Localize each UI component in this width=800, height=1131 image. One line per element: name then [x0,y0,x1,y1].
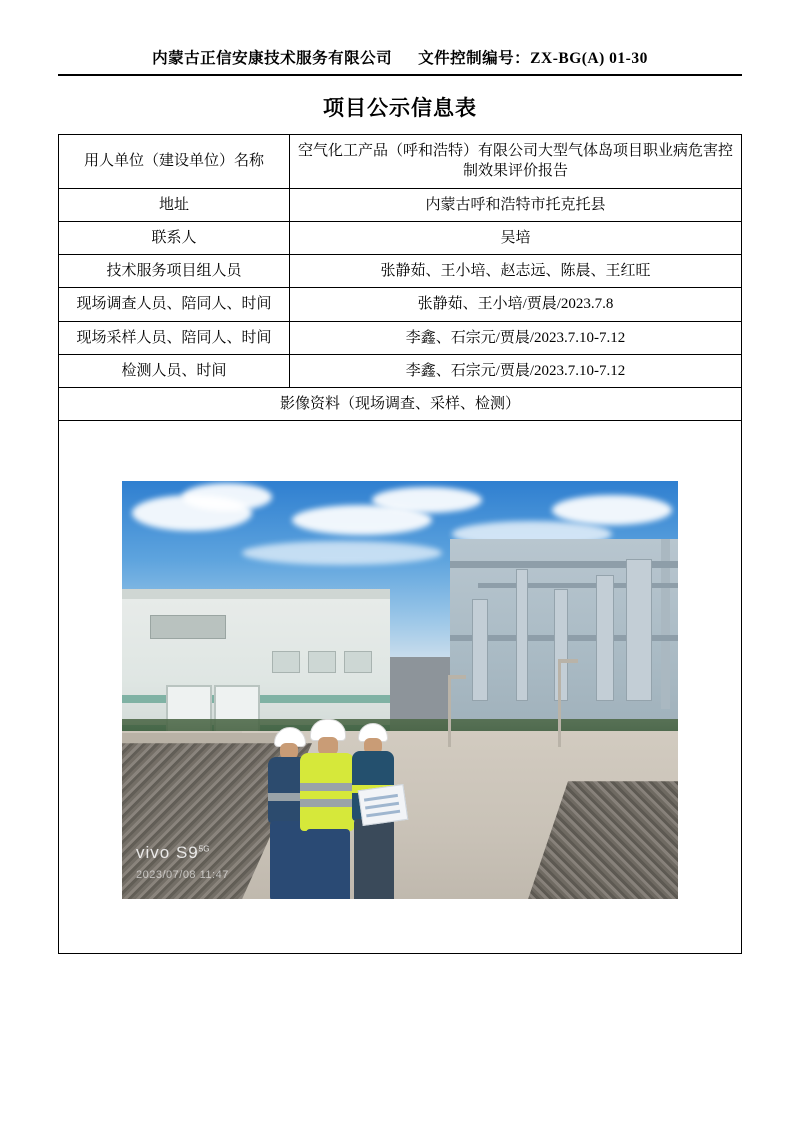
row-value: 空气化工产品（呼和浩特）有限公司大型气体岛项目职业病危害控制效果评价报告 [290,135,742,189]
camera-watermark-date: 2023/07/08 11:47 [136,869,229,882]
row-label: 检测人员、时间 [59,354,290,387]
lamp-post [558,661,561,747]
window [308,651,336,673]
document-control-number: 文件控制编号：ZX-BG(A) 01-30 [418,50,648,67]
photo-cell [59,421,742,954]
column [472,599,488,701]
clipboard-line [365,802,399,810]
media-header-row [59,388,742,421]
trousers [270,821,310,899]
row-value: 吴培 [290,221,742,254]
site-survey-photo [122,481,678,899]
table-row [59,255,742,288]
page-header [58,46,742,76]
row-value: 李鑫、石宗元/贾晨/2023.7.10-7.12 [290,354,742,387]
lamp-arm [448,675,466,679]
row-value: 内蒙古呼和浩特市托克托县 [290,188,742,221]
page-title: 项目公示信息表 [323,96,477,120]
clipboard [358,784,409,826]
roof-vent [150,615,226,639]
column [596,575,614,701]
table-row [59,321,742,354]
lamp-arm [558,659,578,663]
column [626,559,652,701]
project-info-table [58,134,742,954]
photo-row [59,421,742,954]
row-value: 张静茹、王小培/贾晨/2023.7.8 [290,288,742,321]
row-value: 李鑫、石宗元/贾晨/2023.7.10-7.12 [290,321,742,354]
watermark-brand-sub: 5G [198,844,210,854]
row-label: 技术服务项目组人员 [59,255,290,288]
row-label: 现场采样人员、陪同人、时间 [59,321,290,354]
table-row [59,188,742,221]
reflective-stripe [300,799,354,807]
photo-wrapper [65,475,735,899]
reflective-stripe [300,783,354,791]
watermark-brand-text: vivo S9 [136,843,199,863]
window [344,651,372,673]
reflective-vest [300,753,354,831]
company-name: 内蒙古正信安康技术服务有限公司 [152,50,393,67]
media-section-header: 影像资料（现场调查、采样、检测） [59,388,742,421]
column [554,589,568,701]
industrial-plant [450,539,678,739]
camera-watermark-brand [136,842,209,865]
window [272,651,300,673]
table-row [59,221,742,254]
clipboard-line [366,810,400,818]
row-label: 用人单位（建设单位）名称 [59,135,290,189]
lamp-post [448,677,451,747]
table-row [59,135,742,189]
table-row [59,288,742,321]
row-label: 地址 [59,188,290,221]
row-label: 现场调查人员、陪同人、时间 [59,288,290,321]
row-value: 张静茹、王小培、赵志远、陈晨、王红旺 [290,255,742,288]
column [516,569,528,701]
row-label: 联系人 [59,221,290,254]
trousers [306,829,350,899]
trousers [354,819,394,899]
clipboard-line [364,794,398,802]
table-row [59,354,742,387]
